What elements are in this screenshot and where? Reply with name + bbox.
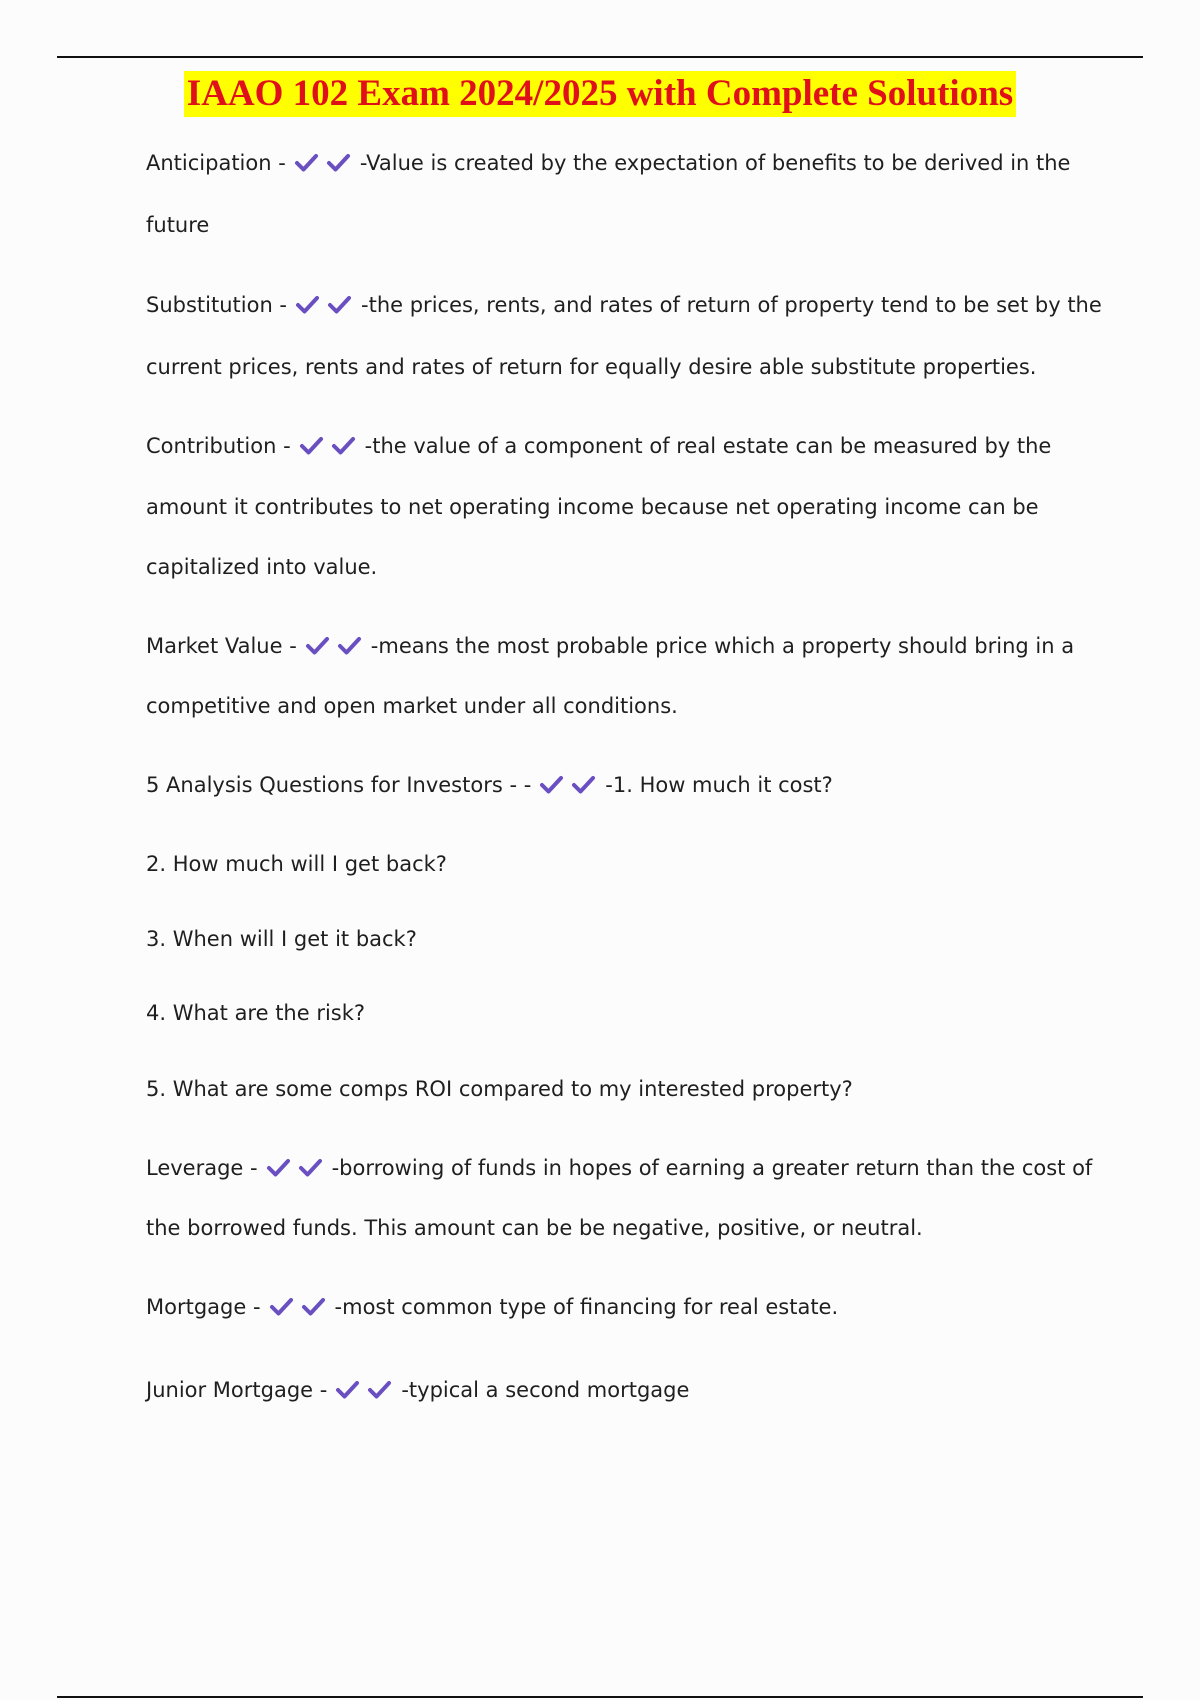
answer-marks (335, 1379, 399, 1409)
entry-definition: future (146, 213, 210, 237)
entry-term: Anticipation - (146, 151, 286, 175)
check-mark-icon (266, 1157, 291, 1179)
entry-definition: -1. How much it cost? (605, 773, 833, 797)
answer-marks (305, 635, 369, 665)
check-mark-icon (571, 774, 596, 796)
answer-marks (295, 294, 359, 324)
entry-definition: -the prices, rents, and rates of return of property tend to be set by the (361, 293, 1102, 317)
entry-term-line (146, 148, 1070, 182)
entry-term: Mortgage - (146, 1295, 261, 1319)
entry-definition: competitive and open market under all conditions. (146, 694, 678, 718)
top-rule (57, 56, 1143, 58)
check-mark-icon (294, 152, 319, 174)
entry-term-line (146, 290, 1102, 324)
entry-term-line (146, 770, 833, 804)
entry-definition: -the value of a component of real estate can be measured by the (364, 434, 1052, 458)
entry-definition: capitalized into value. (146, 555, 378, 579)
entry-term-line (146, 1292, 838, 1326)
check-mark-icon (298, 1157, 323, 1179)
entry-definition: -means the most probable price which a property should bring in a (370, 634, 1075, 658)
check-mark-icon (269, 1296, 294, 1318)
entry-definition: -Value is created by the expectation of benefits to be derived in the (359, 151, 1071, 175)
entry-definition: 3. When will I get it back? (146, 927, 417, 951)
entry-definition: 2. How much will I get back? (146, 852, 447, 876)
entry-term: Market Value - (146, 634, 297, 658)
entry-definition: the borrowed funds. This amount can be be negative, positive, or neutral. (146, 1216, 923, 1240)
check-mark-icon (299, 435, 324, 457)
check-mark-icon (327, 294, 352, 316)
entry-definition: -borrowing of funds in hopes of earning a greater return than the cost of (331, 1156, 1093, 1180)
entry-definition: 4. What are the risk? (146, 1001, 366, 1025)
entry-term: 5 Analysis Questions for Investors - - (146, 773, 532, 797)
entry-definition: amount it contributes to net operating income because net operating income can be (146, 495, 1039, 519)
answer-marks (266, 1157, 330, 1187)
check-mark-icon (295, 294, 320, 316)
entry-term-line (146, 631, 1074, 665)
entry-definition: 5. What are some comps ROI compared to my interested property? (146, 1077, 853, 1101)
entry-term-line (146, 1153, 1092, 1187)
bottom-rule (57, 1696, 1143, 1698)
check-mark-icon (305, 635, 330, 657)
check-mark-icon (367, 1379, 392, 1401)
check-mark-icon (337, 635, 362, 657)
check-mark-icon (331, 435, 356, 457)
title-container (0, 71, 1200, 117)
entry-term: Leverage - (146, 1156, 258, 1180)
answer-marks (299, 435, 363, 465)
check-mark-icon (539, 774, 564, 796)
entry-definition: -typical a second mortgage (401, 1378, 690, 1402)
entry-definition: current prices, rents and rates of return for equally desire able substitute properties. (146, 355, 1037, 379)
entry-definition: -most common type of financing for real estate. (334, 1295, 839, 1319)
answer-marks (539, 774, 603, 804)
check-mark-icon (335, 1379, 360, 1401)
entry-term: Junior Mortgage - (146, 1378, 328, 1402)
entry-term-line (146, 1375, 689, 1409)
entry-term: Contribution - (146, 434, 291, 458)
answer-marks (294, 152, 358, 182)
entry-term-line (146, 431, 1051, 465)
check-mark-icon (326, 152, 351, 174)
entry-term: Substitution - (146, 293, 288, 317)
answer-marks (269, 1296, 333, 1326)
check-mark-icon (301, 1296, 326, 1318)
page-title: IAAO 102 Exam 2024/2025 with Complete Solutions (184, 71, 1016, 117)
